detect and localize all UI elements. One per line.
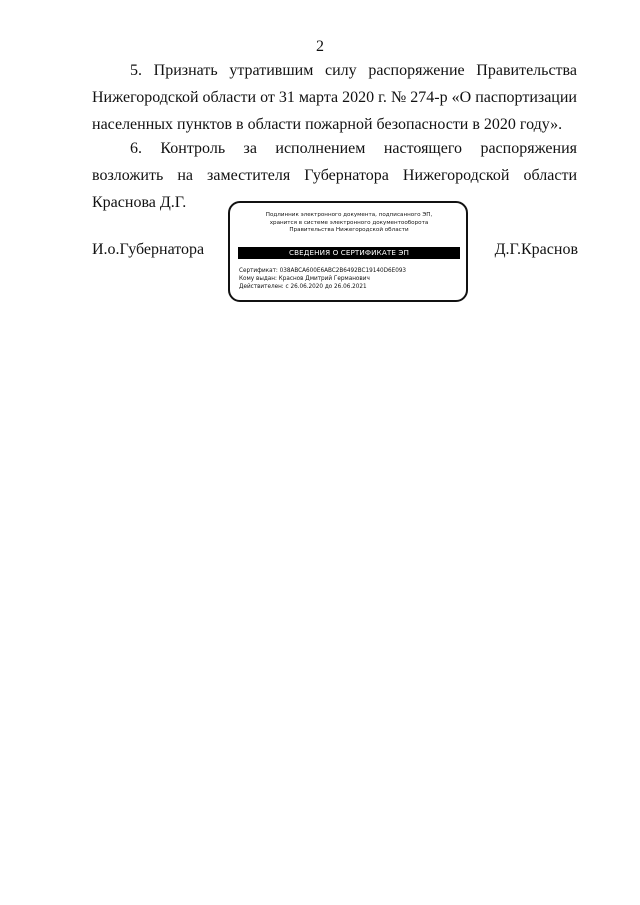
- electronic-signature-stamp: [228, 201, 468, 302]
- stamp-certificate-number: Сертификат: 038ABCA600E6ABC2B6492BC19140D6E093: [239, 268, 407, 274]
- signatory-name: Д.Г.Краснов: [494, 241, 578, 258]
- page-number: 2: [316, 38, 324, 55]
- stamp-certificate-details: [239, 267, 461, 291]
- stamp-intro-line: Правительства Нижегородской области: [289, 227, 409, 234]
- paragraph-item-5: 5. Признать утратившим силу распоряжение Правительства Нижегородской области от 31 марта 2020 г. № 274-р «О паспортизации населенных пунктов в области пожарной безопасности в 2020 году».: [92, 62, 577, 133]
- stamp-intro-text: [238, 212, 460, 235]
- signatory-position: И.о.Губернатора: [92, 241, 205, 258]
- paragraph-item-6: 6. Контроль за исполнением настоящего распоряжения возложить на заместителя Губернатора Нижегородской области Краснова Д.Г.: [92, 140, 577, 211]
- stamp-validity: Действителен: с 26.06.2020 до 26.06.2021: [239, 284, 367, 290]
- stamp-intro-line: хранится в системе электронного документооборота: [269, 219, 429, 226]
- stamp-issued-to: Кому выдан: Краснов Дмитрий Германович: [239, 276, 370, 282]
- stamp-header-bar: СВЕДЕНИЯ О СЕРТИФИКАТЕ ЭП: [238, 247, 460, 259]
- stamp-intro-line: Подлинник электронного документа, подписанного ЭП,: [265, 212, 433, 218]
